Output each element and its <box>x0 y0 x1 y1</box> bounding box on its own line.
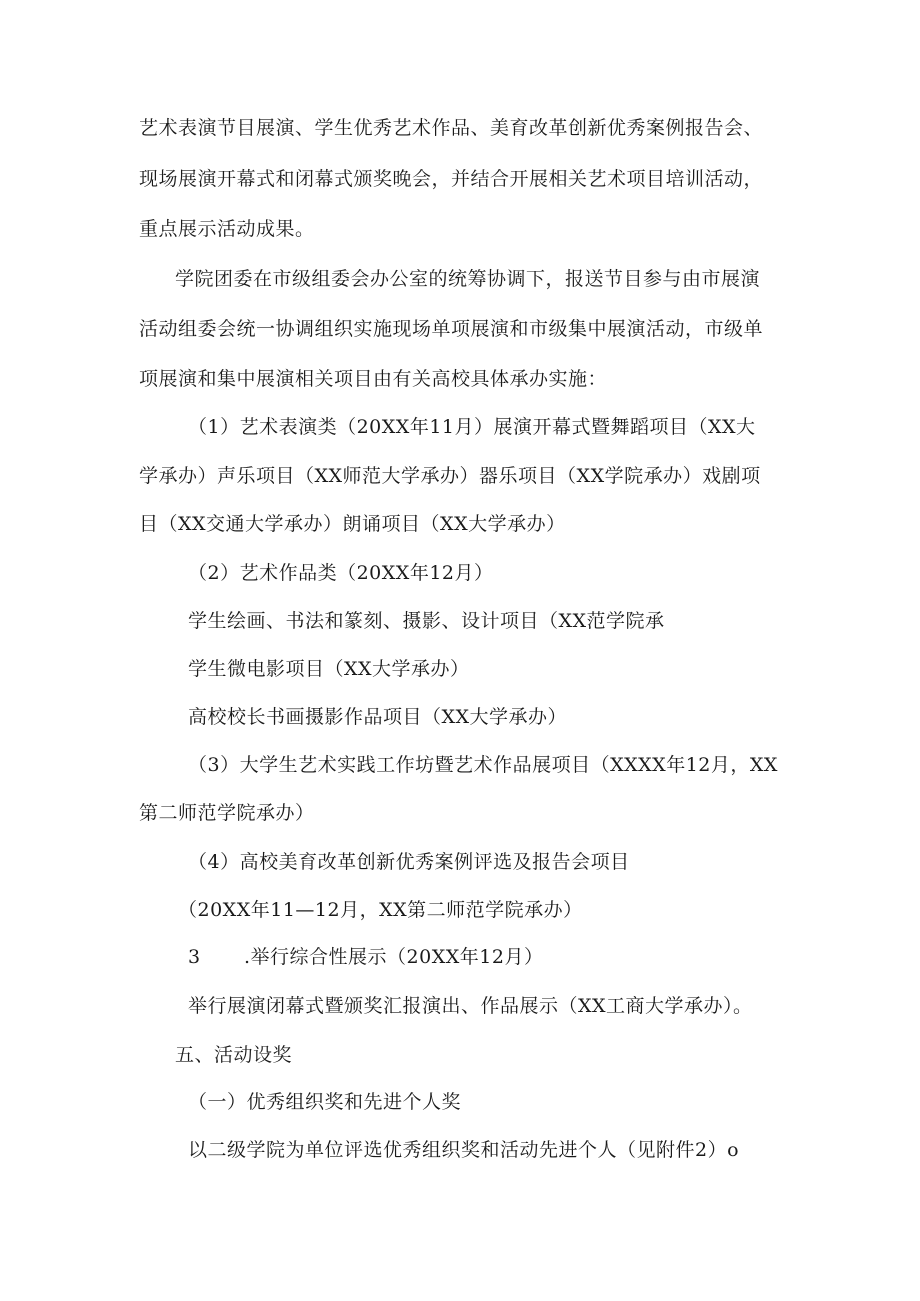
paragraph-line-6: 项展演和集中展演相关项目由有关高校具体承办实施： <box>139 368 608 390</box>
paragraph-line-final: 以二级学院为单位评选优秀组织奖和活动先进个人（见附件2）o <box>188 1139 740 1161</box>
paragraph-line-closing: 举行展演闭幕式暨颁奖汇报演出、作品展示（XX工商大学承办）。 <box>188 995 753 1017</box>
paragraph-line-3: 重点展示活动成果。 <box>139 218 315 240</box>
chapter-heading: 五、活动设奖 <box>175 1044 293 1066</box>
section-heading: .举行综合性展示（20XX年12月） <box>244 946 544 968</box>
paragraph-line-2: 现场展演开幕式和闭幕式颁奖晚会，并结合开展相关艺术项目培训活动， <box>139 168 764 190</box>
section-number: 3 <box>188 946 201 968</box>
paragraph-line-1: 艺术表演节目展演、学生优秀艺术作品、美育改革创新优秀案例报告会、 <box>139 117 764 139</box>
list-item-4-line-1: （4）高校美育改革创新优秀案例评选及报告会项目 <box>188 851 630 873</box>
list-item-1-line-1: （1）艺术表演类（20XX年11月）展演开幕式暨舞蹈项目（XX大 <box>188 416 756 438</box>
list-item-4-line-2: （20XX年11—12月，XX第二师范学院承办） <box>178 899 583 921</box>
list-item-2-sub-3: 高校校长书画摄影作品项目（XX大学承办） <box>188 706 568 728</box>
paragraph-line-5: 活动组委会统一协调组织实施现场单项展演和市级集中展演活动，市级单 <box>139 318 764 340</box>
subsection-heading: （一）优秀组织奖和先进个人奖 <box>188 1091 462 1113</box>
list-item-3-line-2: 第二师范学院承办） <box>139 802 315 824</box>
list-item-3-line-1: （3）大学生艺术实践工作坊暨艺术作品展项目（XXXX年12月，XX <box>188 754 778 776</box>
list-item-1-line-2: 学承办）声乐项目（XX师范大学承办）器乐项目（XX学院承办）戏剧项 <box>139 465 761 487</box>
list-item-2-heading: （2）艺术作品类（20XX年12月） <box>188 562 494 584</box>
list-item-1-line-3: 目（XX交通大学承办）朗诵项目（XX大学承办） <box>139 513 566 535</box>
list-item-2-sub-1: 学生绘画、书法和篆刻、摄影、设计项目（XX范学院承 <box>188 610 665 632</box>
list-item-2-sub-2: 学生微电影项目（XX大学承办） <box>188 658 470 680</box>
paragraph-line-4: 学院团委在市级组委会办公室的统筹协调下，报送节目参与由市展演 <box>175 268 761 290</box>
